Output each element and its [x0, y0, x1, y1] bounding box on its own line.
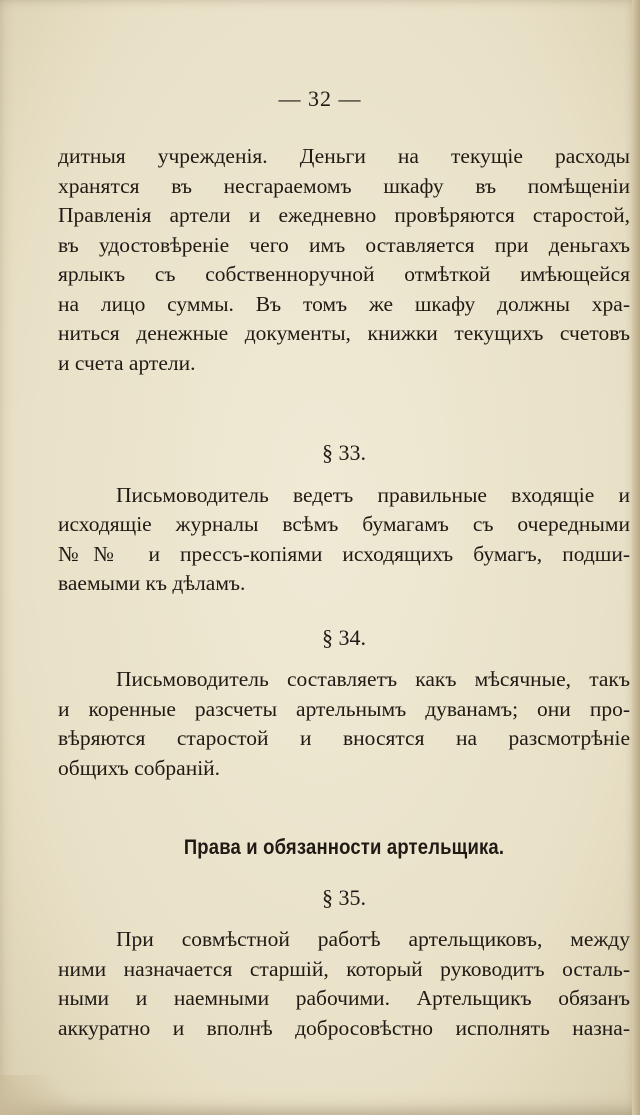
section-33-text: [58, 481, 630, 599]
text-line: и счета артели.: [58, 350, 196, 375]
page-edge-shadow: [632, 0, 640, 1115]
text-line: общихъ собраній.: [58, 755, 221, 780]
text-line: ярлыкъ съ собственноручной отмѣткой имѣющейся: [58, 262, 630, 286]
text-line: №№ и прессъ-копіями исходящихъ бумагъ, подши-: [58, 541, 630, 566]
section-34-text: [58, 665, 630, 783]
text-line: на лицо суммы. Въ томъ же шкафу должны хра-: [58, 291, 630, 316]
section-35-text: [58, 925, 630, 1043]
text-line: вѣряются старостой и вносятся на разсмотрѣніе: [58, 726, 630, 750]
text-line: ними назначается старшій, который руководитъ осталь-: [58, 956, 630, 981]
text-line: хранятся въ несгараемомъ шкафу въ помѣщеніи: [58, 173, 630, 198]
text-line: ными и наемными рабочими. Артельщикъ обязанъ: [58, 986, 630, 1010]
text-line: исходящіе журналы всѣмъ бумагамъ съ очередными: [58, 512, 630, 536]
chapter-subheading: Права и обязанности артельщика.: [183, 836, 505, 859]
section-heading-33: § 33.: [322, 440, 366, 465]
text-line: При совмѣстной работѣ артельщиковъ, между: [116, 927, 630, 951]
paragraph-continuation: [58, 142, 630, 378]
text-line: и коренные разсчеты артельнымъ дуванамъ; они про-: [58, 696, 630, 721]
page-number: — 32 —: [278, 86, 362, 111]
page-corner-stain: [0, 1075, 90, 1115]
text-line: Письмоводитель составляетъ какъ мѣсячные, такъ: [116, 667, 630, 691]
section-heading-34: § 34.: [322, 624, 366, 650]
text-line: ниться денежные документы, книжки текущихъ счетовъ: [58, 321, 630, 345]
text-line: дитныя учрежденія. Деньги на текущіе расходы: [58, 144, 630, 168]
section-heading-35: § 35.: [322, 884, 366, 910]
text-line: Правленія артели и ежедневно провѣряются старостой,: [58, 203, 630, 227]
text-line: аккуратно и вполнѣ добросовѣстно исполнять назна-: [58, 1015, 630, 1040]
page-body: [58, 142, 630, 1043]
text-line: Письмоводитель ведетъ правильные входящіе и: [116, 482, 630, 507]
text-line: ваемыми къ дѣламъ.: [58, 571, 246, 595]
text-line: въ удостовѣреніе чего имъ оставляется при деньгахъ: [58, 232, 630, 257]
